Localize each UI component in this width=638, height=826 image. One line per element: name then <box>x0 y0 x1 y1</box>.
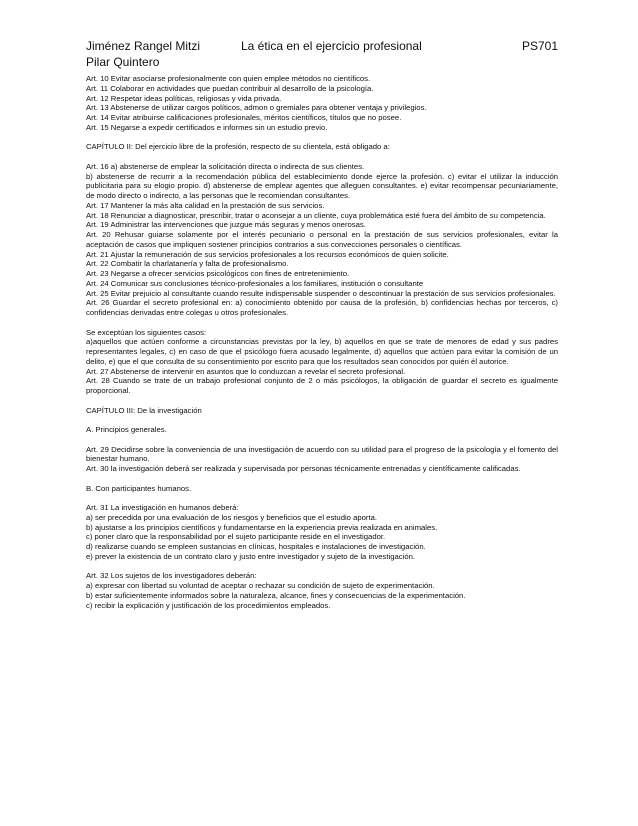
paragraph: Art. 23 Negarse a ofrecer servicios psicológicos con fines de entretenimiento. <box>86 269 350 278</box>
paragraph: c) poner claro que la responsabilidad por el sujeto participante reside en el investigador. <box>86 532 386 542</box>
paragraph-gap <box>86 493 558 503</box>
paragraph: Art. 21 Ajustar la remuneración de sus servicios profesionales a los recursos económicos de quien solicite. <box>86 249 449 259</box>
paragraph: Se exceptúan los siguientes casos: <box>86 327 207 337</box>
paragraph: Art. 28 Cuando se trate de un trabajo profesional conjunto de 2 o más psicólogos, la obligación de guardar el secreto es igualmente proporcional. <box>86 376 558 395</box>
paragraph: Art. 22 Combatir la charlatanería y falta de profesionalismo. <box>86 259 289 269</box>
document-body <box>86 74 558 610</box>
paragraph: B. Con participantes humanos. <box>86 483 192 493</box>
paragraph: Art. 13 Abstenerse de utilizar cargos políticos, admon o gremiales para obtener ventaja y privilegios. <box>86 103 427 113</box>
paragraph: Art. 26 Guardar el secreto profesional en: a) conocimiento obtenido por causa de la profesión, b) confidencias hechas por terceros, c) confidencias derivadas entre colegas u otros profesionales. <box>86 298 558 317</box>
paragraph: Art. 32 Los sujetos de los investigadores deberán: <box>86 571 257 581</box>
paragraph: Art. 24 Comunicar sus conclusiones técnico-profesionales a los familiares, institución o consultante <box>86 278 424 288</box>
paragraph-gap <box>86 396 558 406</box>
paragraph: c) recibir la explicación y justificación de los procedimientos empleados. <box>86 600 331 610</box>
author-name-2: Pilar Quintero <box>86 55 160 69</box>
paragraph: CAPÍTULO II: Del ejercicio libre de la profesión, respecto de su clientela, está obligado a: <box>86 142 390 152</box>
paragraph: d) realizarse cuando se empleen sustancias en clínicas, hospitales e instalaciones de investigación. <box>86 542 426 551</box>
paragraph: Art. 18 Renunciar a diagnosticar, prescribir, tratar o aconsejar a un cliente, cuya problemática esté fuera del ámbito de su competencia. <box>86 210 546 220</box>
paragraph: Art. 10 Evitar asociarse profesionalmente con quien emplee métodos no científicos. <box>86 74 371 83</box>
document-header <box>86 38 558 54</box>
paragraph: Art. 30 la investigación deberá ser realizada y supervisada por personas técnicamente entrenadas y científicamente calificadas. <box>86 464 521 473</box>
paragraph: Art. 19 Administrar las intervenciones que juzgue más seguras y menos onerosas. <box>86 220 366 230</box>
paragraph: Art. 14 Evitar atribuirse calificaciones profesionales, méritos científicos, títulos que no posee. <box>86 113 402 122</box>
document-title: La ética en el ejercicio profesional <box>241 39 422 53</box>
paragraph: Art. 31 La investigación en humanos deberá: <box>86 503 239 512</box>
paragraph: Art. 15 Negarse a expedir certificados e informes sin un estudio previo. <box>86 122 328 132</box>
paragraph-gap <box>86 435 558 445</box>
paragraph-gap <box>86 415 558 425</box>
paragraph-gap <box>86 152 558 162</box>
paragraph: Art. 25 Evitar prejuicio al consultante cuando resulte indispensable suspender o descontinuar la prestación de sus servicios profesionales. <box>86 288 556 298</box>
course-code: PS701 <box>521 39 558 53</box>
paragraph: b) ajustarse a los principios científicos y fundamentarse en la experiencia previa realizada en animales. <box>86 522 438 532</box>
paragraph: a) expresar con libertad su voluntad de aceptar o rechazar su condición de sujeto de experimentación. <box>86 581 435 590</box>
paragraph: b) estar suficientemente informados sobre la naturaleza, alcance, fines y consecuencias de la experimentación. <box>86 590 466 600</box>
paragraph: a)aquellos que actúen conforme a circunstancias previstas por la ley, b) aquellos en que se trate de menores de edad y sus padres representantes legales, c) en caso de que el psicólogo fuera acusado legalmente, d) aquellos que actúen para evitar la comisión de un delito, e) que el que consulta de su consentimiento por escrito para que los resultados sean conocidos por quién él autorice. <box>86 337 558 366</box>
paragraph: a) ser precedida por una evaluación de los riesgos y beneficios que el estudio aporta. <box>86 512 378 522</box>
paragraph: Art. 12 Respetar ideas políticas, religiosas y vida privada. <box>86 93 282 103</box>
paragraph: Art. 17 Mantener la más alta calidad en la prestación de sus servicios. <box>86 200 325 210</box>
author-name: Jiménez Rangel Mitzi <box>86 39 201 53</box>
paragraph: Art. 29 Decidirse sobre la conveniencia de una investigación de acuerdo con su utilidad para el progreso de la psicología y el fomento del bienestar humano. <box>86 444 558 464</box>
paragraph: Art. 11 Colaborar en actividades que puedan contribuir al desarrollo de la psicología. <box>86 83 374 93</box>
paragraph: b) abstenerse de recurrir a la recomendación pública del establecimiento donde ejerce la profesión. c) evitar el utilizar la inducción publicitaria para su elogio propio. d) abstenerse de emplear agentes que alleguen consultantes. e) evitar recompensar pecuniariamente, de modo directo o indirecto, a las personas que le recomiendan consultantes. <box>86 171 558 200</box>
paragraph: e) prever la existencia de un contrato claro y justo entre investigador y sujeto de la investigación. <box>86 551 416 561</box>
paragraph: A. Principios generales. <box>86 425 167 434</box>
paragraph: Art. 16 a) abstenerse de emplear la solicitación directa o indirecta de sus clientes. <box>86 161 365 171</box>
paragraph: Art. 27 Abstenerse de intervenir en asuntos que lo conduzcan a revelar el secreto profesional. <box>86 366 406 376</box>
paragraph-gap <box>86 318 558 328</box>
paragraph: CAPÍTULO III: De la investigación <box>86 405 202 415</box>
paragraph: Art. 20 Rehusar guiarse solamente por el interés pecuniario o personal en la prestación de sus servicios profesionales, evitar la aceptación de casos que impliquen sostener principios contrarios a sus convecciones personales o científicas. <box>86 230 558 249</box>
paragraph-gap <box>86 562 558 572</box>
paragraph-gap <box>86 133 558 143</box>
paragraph-gap <box>86 474 558 484</box>
